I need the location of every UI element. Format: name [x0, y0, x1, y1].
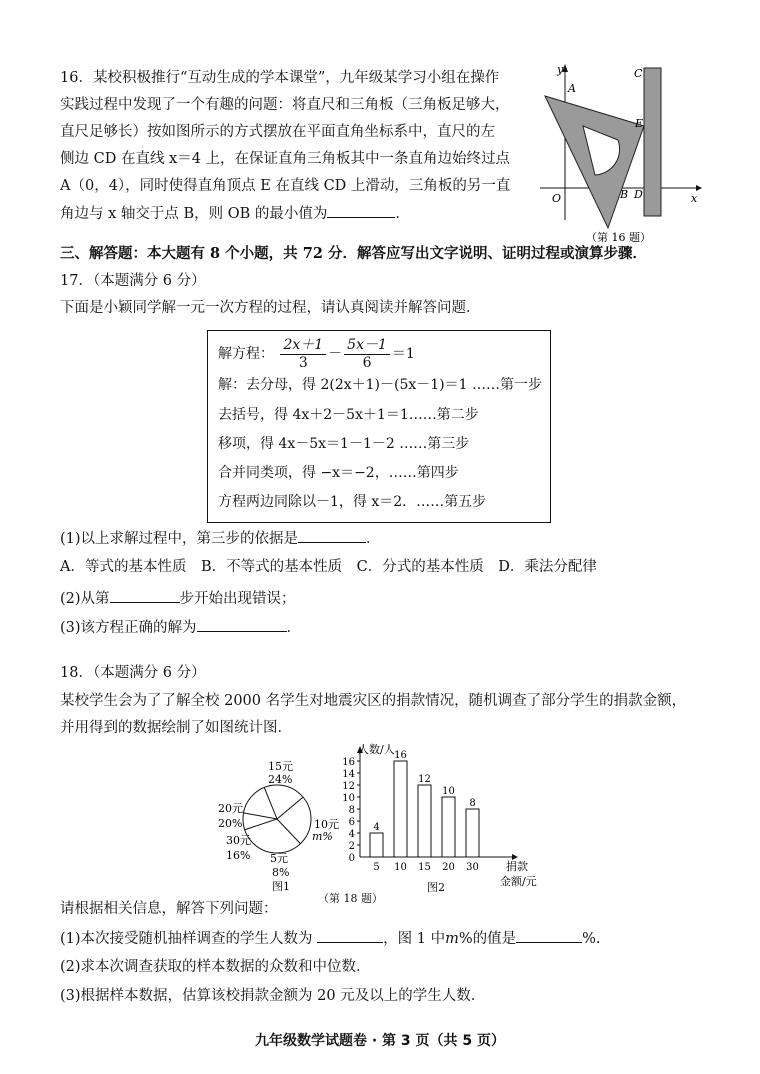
- fig1-caption: 图1: [272, 880, 290, 893]
- pie-label-10: 10元: [314, 818, 339, 831]
- label-E: E: [635, 117, 644, 130]
- bar-value-label-5: 4: [373, 822, 380, 833]
- y-tick-10: 10: [342, 793, 355, 804]
- q17-options: A．等式的基本性质 B．不等式的基本性质 C．分式的基本性质 D．乘法分配律: [60, 559, 597, 575]
- pie-label-20: 20元: [218, 802, 243, 815]
- q17-intro: 下面是小颖同学解一元一次方程的过程，请认真阅读并解答问题．: [60, 300, 481, 316]
- q17-p2-text-a: (2)从第: [60, 591, 110, 607]
- q16-line-3: 直尺足够长）按如图所示的方式摆放在平面直角坐标系中，直尺的左: [60, 124, 495, 140]
- equation-minus: －: [328, 346, 343, 362]
- fraction-1: [280, 337, 326, 372]
- pie-label-30: 30元: [226, 834, 251, 847]
- fraction-2-numerator: 5x－1: [344, 337, 390, 355]
- step-2: 去括号，得 4x＋2－5x＋1＝1……第二步: [218, 407, 479, 423]
- step-1: 解：去分母，得 2(2x＋1)－(5x－1)＝1 ……第一步: [218, 377, 542, 393]
- y-tick-0: 0: [348, 853, 355, 864]
- q18-after-figure: 请根据相关信息，解答下列问题：: [60, 901, 278, 917]
- bar-chart-x-ticks: [373, 862, 479, 873]
- q16-line-2: 实践过程中发现了一个有趣的问题：将直尺和三角板（三角板足够大，: [60, 97, 510, 113]
- pie-pct-15: 24%: [268, 773, 293, 786]
- q17-p3-blank[interactable]: [197, 617, 287, 632]
- pie-pct-5: 8%: [272, 866, 290, 879]
- q18-p1-text-c: %的值是: [458, 931, 517, 947]
- q17-p2-text-b: 步开始出现错误；: [179, 591, 296, 607]
- fig2-caption: 图2: [427, 881, 445, 894]
- q16-figure: [536, 60, 704, 245]
- q18-part-2: (2)求本次调查获取的样本数据的众数和中位数．: [60, 959, 371, 975]
- fraction-1-denominator: 3: [298, 354, 308, 371]
- x-tick-5: 5: [373, 862, 380, 873]
- q17-p1-blank[interactable]: [298, 528, 366, 543]
- q16-line-1: 16．某校积极推行“互动生成的学本课堂”，九年级某学习小组在操作: [60, 70, 500, 86]
- section-3-title: 三、解答题：本大题有 8 个小题，共 72 分．解答应写出文字说明、证明过程或演算步骤．: [60, 245, 647, 262]
- pie-pct-30: 16%: [226, 849, 251, 862]
- q16-question-text: 角边与 x 轴交于点 B，则 OB 的最小值为: [60, 206, 328, 222]
- pie-label-15: 15元: [268, 760, 293, 773]
- q17-header: 17．（本题满分 6 分）: [60, 273, 206, 289]
- y-tick-2: 2: [348, 841, 355, 852]
- bar-value-label-20: 10: [442, 786, 455, 797]
- equation-rhs: ＝1: [391, 346, 415, 362]
- q16-caption: （第 16 题）: [586, 231, 651, 244]
- q18-p1-text-a: (1)本次接受随机抽样调查的学生人数为: [60, 931, 313, 947]
- q18-p1-blank-2[interactable]: [516, 928, 582, 943]
- fraction-2-denominator: 6: [362, 354, 372, 371]
- pie-pct-10: m%: [312, 830, 333, 843]
- label-y: y: [557, 63, 564, 76]
- q18-intro-1: 某校学生会为了了解全校 2000 名学生对地震灾区的捐款情况，随机调查了部分学生的捐款金额，: [60, 693, 687, 709]
- q18-part-3: (3)根据样本数据，估算该校捐款金额为 20 元及以上的学生人数．: [60, 988, 486, 1004]
- y-tick-4: 4: [348, 829, 355, 840]
- y-tick-16: 16: [342, 757, 355, 768]
- bar-30: [466, 809, 479, 857]
- ruler: [644, 68, 661, 216]
- q17-part-3: [60, 617, 301, 638]
- bar-chart-y-ticks: [342, 757, 360, 864]
- bar-15: [418, 785, 431, 857]
- x-tick-30: 30: [466, 862, 479, 873]
- label-B: B: [620, 188, 629, 201]
- q18-p1-text-d: %.: [582, 931, 601, 947]
- fraction-1-numerator: 2x＋1: [280, 337, 326, 355]
- page-footer: 九年级数学试题卷 · 第 3 页（共 5 页）: [254, 1033, 506, 1049]
- x-tick-20: 20: [442, 862, 455, 873]
- x-tick-15: 15: [418, 862, 431, 873]
- bar-value-label-30: 8: [469, 798, 476, 809]
- bar-5: [370, 833, 383, 857]
- pie-pct-20: 20%: [218, 817, 243, 830]
- y-tick-6: 6: [348, 817, 355, 828]
- q18-p1-blank-1[interactable]: [317, 928, 383, 943]
- equation-line: [218, 335, 415, 373]
- q16-line-4: 侧边 CD 在直线 x＝4 上，在保证直角三角板其中一条直角边始终过点: [60, 151, 511, 167]
- bar-value-label-15: 12: [418, 774, 431, 785]
- bar-10: [394, 761, 407, 857]
- bar-ylabel: 人数/人: [358, 743, 395, 756]
- q18-part-1: [60, 928, 601, 949]
- label-O: O: [552, 192, 562, 205]
- q16-answer-blank[interactable]: [327, 203, 395, 218]
- label-x: x: [691, 192, 698, 205]
- label-A: A: [568, 82, 576, 95]
- q17-p1-end: ．: [366, 531, 381, 547]
- q16-line-6: [60, 203, 410, 224]
- equation-prefix: 解方程：: [218, 346, 274, 362]
- q18-bar-chart: [340, 740, 550, 896]
- bar-xlabel-line-1: 捐款: [506, 860, 528, 873]
- bar-value-label-10: 16: [394, 750, 407, 761]
- q18-figure-caption: （第 18 题）: [318, 892, 383, 905]
- q18-p1-m: m: [445, 931, 459, 947]
- q16-line-5: A（0，4），同时使得直角顶点 E 在直线 CD 上滑动，三角板的另一直: [60, 178, 511, 194]
- y-tick-12: 12: [342, 781, 355, 792]
- q17-solution-box: [207, 330, 551, 523]
- step-4: 合并同类项，得 −x＝−2，……第四步: [218, 465, 459, 481]
- x-tick-10: 10: [394, 862, 407, 873]
- q17-p3-text: (3)该方程正确的解为: [60, 620, 197, 636]
- pie-label-5: 5元: [270, 852, 288, 865]
- y-tick-8: 8: [348, 805, 355, 816]
- x-axis-arrow: [696, 185, 702, 191]
- q18-intro-2: 并用得到的数据绘制了如图统计图．: [60, 720, 292, 736]
- step-5: 方程两边同除以－1，得 x＝2．……第五步: [218, 494, 487, 510]
- q18-header: 18．（本题满分 6 分）: [60, 665, 206, 681]
- y-tick-14: 14: [342, 769, 355, 780]
- fraction-2: [344, 337, 390, 372]
- step-3: 移项，得 4x－5x＝1－1－2 ……第三步: [218, 436, 470, 452]
- label-D: D: [634, 188, 643, 201]
- bar-20: [442, 797, 455, 857]
- bar-chart-bars: [370, 750, 479, 857]
- q17-part-2: [60, 588, 296, 609]
- q18-p1-text-b: ，图 1 中: [383, 931, 446, 947]
- q17-p2-blank[interactable]: [110, 588, 180, 603]
- q18-pie-chart: [212, 756, 348, 898]
- q17-part-1: [60, 528, 381, 549]
- q16-end: ．: [395, 206, 410, 222]
- q17-p3-end: ．: [286, 620, 302, 636]
- bar-xlabel-line-2: 金额/元: [500, 875, 537, 888]
- q17-p1-text: (1)以上求解过程中，第三步的依据是: [60, 531, 299, 547]
- label-C: C: [634, 67, 643, 80]
